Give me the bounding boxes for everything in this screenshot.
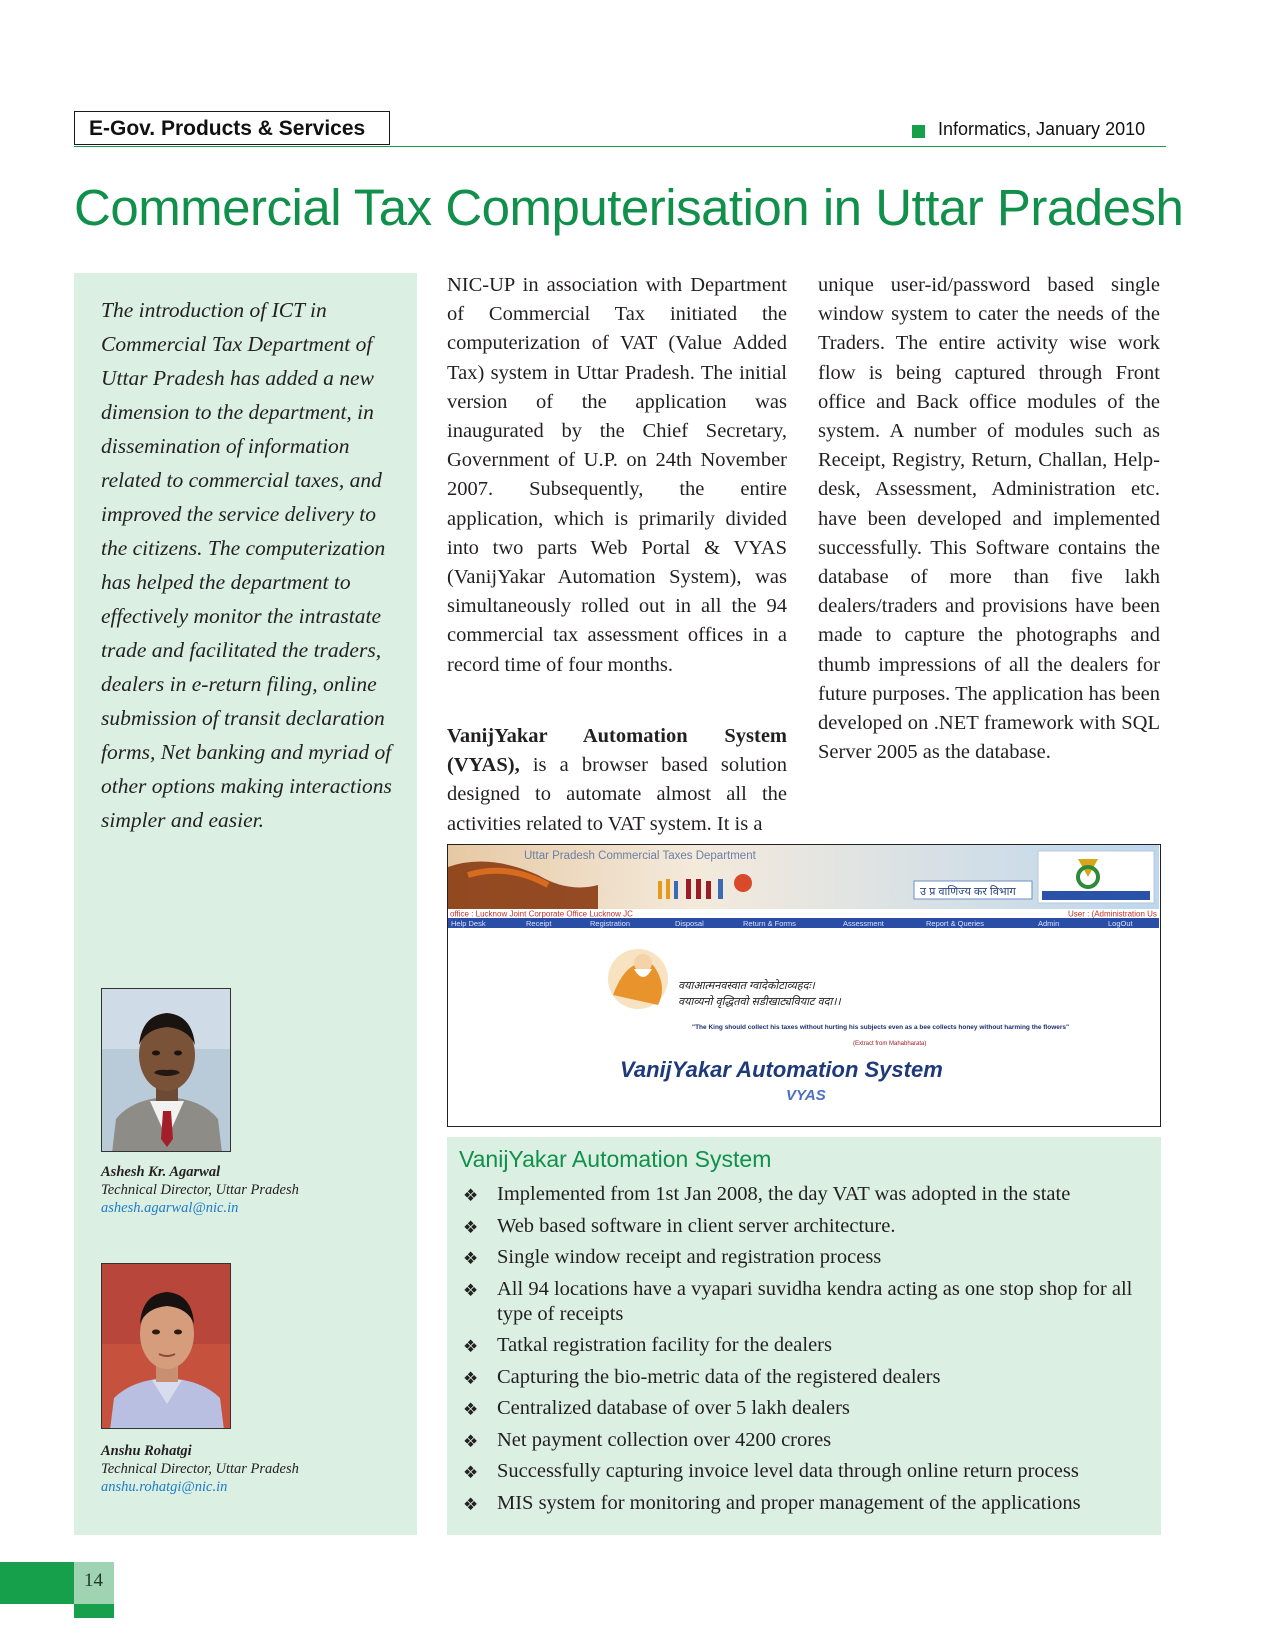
feature-item <box>459 1245 1151 1270</box>
feature-item-text: Web based software in client server architecture. <box>497 1214 896 1237</box>
feature-item <box>459 1396 1151 1421</box>
feature-item <box>459 1277 1151 1327</box>
menu-item-logout: LogOut <box>1108 919 1133 928</box>
feature-item-text: Tatkal registration facility for the dealers <box>497 1334 832 1356</box>
feature-item <box>459 1214 1151 1239</box>
footer-accent <box>74 1604 114 1618</box>
issue-square-icon <box>912 125 925 138</box>
feature-item <box>459 1459 1151 1484</box>
feature-item <box>459 1428 1151 1453</box>
author-name-1: Ashesh Kr. Agarwal <box>101 1164 221 1180</box>
author-email-1[interactable]: ashesh.agarwal@nic.in <box>101 1200 239 1216</box>
diamond-bullet-icon: ❖ <box>463 1463 479 1482</box>
vyas-term: VanijYakar Automation System (VYAS), <box>447 725 787 777</box>
diamond-bullet-icon: ❖ <box>463 1494 479 1514</box>
feature-list <box>459 1182 1151 1522</box>
menu-item-admin: Admin <box>1038 919 1060 928</box>
feature-item <box>459 1491 1151 1516</box>
vyas-acronym-logo: VYAS <box>786 1087 826 1104</box>
diamond-bullet-icon: ❖ <box>463 1186 479 1205</box>
svg-text:वयाआत्मनवस्वात ग्वादेकोटाव्यहद: वयाआत्मनवस्वात ग्वादेकोटाव्यहदः। <box>678 980 815 992</box>
body-paragraph-3: unique user-id/password based single window system to cater the needs of the Traders. The entire activity wise work flow is being captured through Front office and Back office modules of the system. A number of modules such as Receipt, Registry, Return, Challan, Help-desk, Assessment, Administration etc. have been developed and implemented successfully. This Software contains the database of more than five lakh dealers/traders and provisions have been made to capture the photographs and thumb impressions of all the dealers for future purposes. The application has been developed on .NET framework with SQL Server 2005 as the database. <box>818 274 1160 764</box>
office-line: office : Lucknow Joint Corporate Office Lucknow JC <box>450 909 633 919</box>
author-email-2[interactable]: anshu.rohatgi@nic.in <box>101 1479 228 1495</box>
diamond-bullet-icon: ❖ <box>463 1400 479 1419</box>
user-line: User : (Administration Us <box>1068 909 1157 919</box>
menu-item-disposal: Disposal <box>675 919 704 928</box>
author-photo-1 <box>101 988 231 1152</box>
footer-bar <box>0 1562 74 1604</box>
menu-item-helpdesk: Help Desk <box>451 919 486 928</box>
sage-illustration <box>608 949 668 1009</box>
banner-title: Uttar Pradesh Commercial Taxes Department <box>524 850 756 862</box>
author-name-2: Anshu Rohatgi <box>101 1443 192 1459</box>
svg-text:वयाव्यनो वृद्धितवो सडीखाट्यविय: वयाव्यनो वृद्धितवो सडीखाट्यवियाट वदा।। <box>678 996 841 1008</box>
feature-item-text: MIS system for monitoring and proper management of the applications <box>497 1491 1081 1514</box>
feature-box-title: VanijYakar Automation System <box>459 1146 772 1172</box>
body-paragraph-2 <box>447 722 787 839</box>
feature-item <box>459 1182 1151 1207</box>
feature-item-text: Capturing the bio-metric data of the registered dealers <box>497 1365 941 1388</box>
diamond-bullet-icon: ❖ <box>463 1368 479 1388</box>
hindi-dept-label: उ प्र वाणिज्य कर विभाग <box>920 886 1016 898</box>
author-role-1: Technical Director, Uttar Pradesh <box>101 1182 299 1198</box>
page-number: 14 <box>84 1570 103 1591</box>
feature-item-text: Single window receipt and registration process <box>497 1246 882 1268</box>
system-name-logo: VanijYakar Automation System <box>620 1057 943 1082</box>
body-paragraph-2-text: is a browser based solution designed to automate almost all the activities related to VAT system. It is a <box>447 754 787 835</box>
menu-item-registration: Registration <box>590 919 631 928</box>
issue-label: Informatics, January 2010 <box>938 119 1146 139</box>
header-rule <box>74 146 1166 147</box>
menu-item-receipt: Receipt <box>526 919 552 928</box>
feature-item <box>459 1365 1151 1390</box>
menu-item-assessment: Assessment <box>843 919 884 928</box>
diamond-bullet-icon: ❖ <box>463 1249 479 1268</box>
author-role-2: Technical Director, Uttar Pradesh <box>101 1461 299 1477</box>
body-paragraph-1: NIC-UP in association with Department of Commercial Tax initiated the computerization of VAT (Value Added Tax) system in Uttar Pradesh. The initial version of the application was inaugurated by the Chief Secretary, Government of U.P. on 24th November 2007. Subsequently, the entire application, which is primarily divided into two parts Web Portal & VYAS (VanijYakar Automation System), was simultaneously rolled out in all the 94 commercial tax assessment offices in a record time of four months. <box>447 274 787 676</box>
page-title: Commercial Tax Computerisation in Uttar Pradesh <box>74 179 1184 236</box>
diamond-bullet-icon: ❖ <box>463 1431 479 1451</box>
diamond-bullet-icon: ❖ <box>463 1337 479 1356</box>
feature-item <box>459 1333 1151 1358</box>
feature-item-text: Centralized database of over 5 lakh dealers <box>497 1397 850 1419</box>
quote-text: "The King should collect his taxes without hurting his subjects even as a bee collects honey without harming the flowers" <box>692 1024 1070 1031</box>
section-tag: E-Gov. Products & Services <box>74 111 390 145</box>
vyas-screenshot <box>447 844 1161 1127</box>
author-photo-2 <box>101 1263 231 1429</box>
diamond-bullet-icon: ❖ <box>463 1217 479 1237</box>
diamond-bullet-icon: ❖ <box>463 1280 479 1300</box>
menu-item-report-queries: Report & Queries <box>926 919 984 928</box>
feature-item-text: All 94 locations have a vyapari suvidha kendra acting as one stop shop for all type of receipts <box>497 1277 1133 1325</box>
svg-text:(Extract from Mahabharata): (Extract from Mahabharata) <box>853 1041 927 1047</box>
feature-item-text: Implemented from 1st Jan 2008, the day VAT was adopted in the state <box>497 1183 1071 1205</box>
feature-item-text: Net payment collection over 4200 crores <box>497 1428 832 1451</box>
menu-item-return-forms: Return & Forms <box>743 919 796 928</box>
intro-text: The introduction of ICT in Commercial Tax Department of Uttar Pradesh has added a new dimension to the department, in dissemination of information related to commercial taxes, and improved the service delivery to the citizens. The computerization has helped the department to effectively monitor the intrastate trade and facilitated the traders, dealers in e-return filing, online submission of transit declaration forms, Net banking and myriad of other options making interactions simpler and easier. <box>101 298 392 832</box>
feature-item-text: Successfully capturing invoice level data through online return process <box>497 1460 1079 1482</box>
